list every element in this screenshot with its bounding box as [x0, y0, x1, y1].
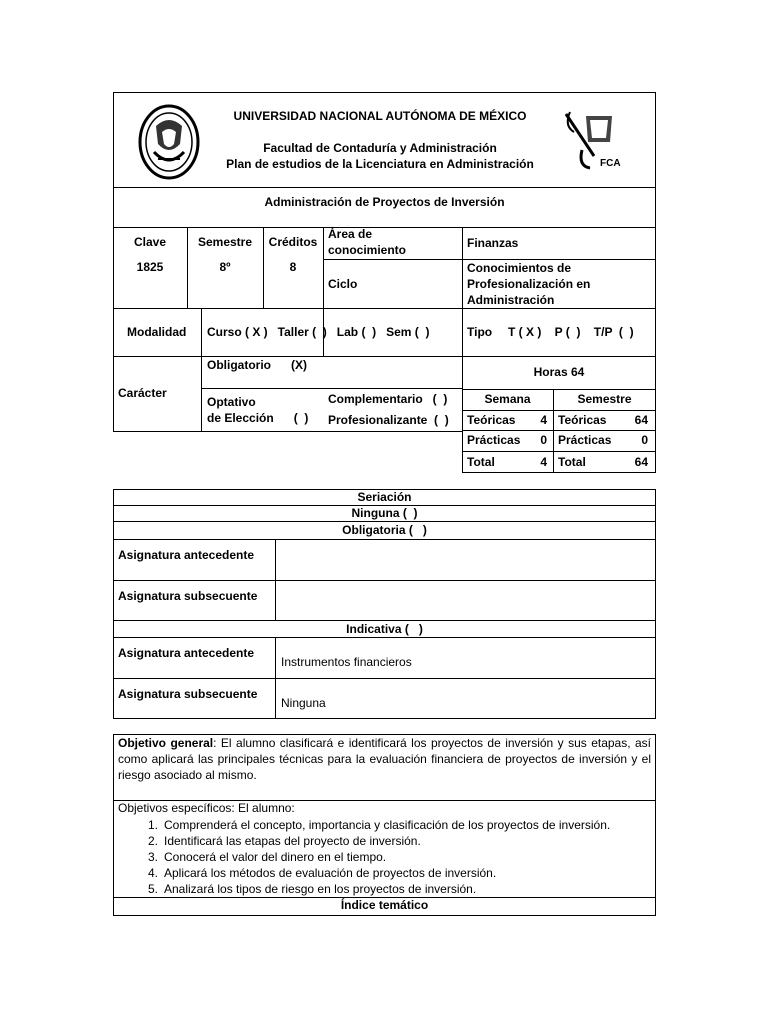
objetivos-especificos-intro: Objetivos específicos: El alumno: [118, 801, 295, 815]
modalidad-label: Modalidad [127, 325, 187, 339]
ind-antecedente-label: Asignatura antecedente [118, 646, 255, 660]
ind-subsecuente-label: Asignatura subsecuente [118, 687, 258, 701]
ind-subsecuente-value: Ninguna [281, 696, 326, 710]
area-value: Finanzas [467, 236, 519, 250]
seriacion-indicativa: Indicativa ( ) [346, 622, 423, 636]
list-item: 1. Comprenderá el concepto, importancia y clasificación de los proyectos de inversión. [147, 818, 611, 832]
semana-teoricas-value: 4 [540, 413, 547, 427]
obl-antecedente-label: Asignatura antecedente [118, 548, 255, 562]
ciclo-value: Conocimientos de Profesionalización en Administración [467, 261, 591, 307]
fca-logo-text: FCA [600, 158, 621, 169]
objetivo-general-label: Objetivo general [118, 736, 214, 750]
objetivo-especifico-4: Aplicará los métodos de evaluación de proyectos de inversión. [164, 866, 497, 880]
objetivo-especifico-5: Analizará los tipos de riesgo en los proyectos de inversión. [164, 882, 477, 896]
ind-antecedente-value: Instrumentos financieros [281, 655, 412, 669]
obligatorio-option: Obligatorio (X) [207, 358, 307, 372]
semana-total-value: 4 [540, 455, 547, 469]
optativo-option-line2: de Elección ( ) [207, 411, 309, 425]
university-name: UNIVERSIDAD NACIONAL AUTÓNOMA DE MÉXICO [233, 109, 527, 123]
clave-label: Clave [133, 235, 167, 249]
list-item: 4. Aplicará los métodos de evaluación de proyectos de inversión. [147, 866, 497, 880]
semestre-teoricas-label: Teóricas [558, 413, 607, 427]
course-title: Administración de Proyectos de Inversión [264, 195, 505, 209]
obl-subsecuente-label: Asignatura subsecuente [118, 589, 258, 603]
seriacion-title: Seriación [357, 490, 412, 504]
semestre-teoricas-value: 64 [634, 413, 648, 427]
clave-value: 1825 [136, 260, 164, 274]
objetivo-especifico-1: Comprenderá el concepto, importancia y clasificación de los proyectos de inversión. [164, 818, 611, 832]
semestre-total-value: 64 [634, 455, 648, 469]
fca-logo [560, 106, 622, 172]
ciclo-label: Ciclo [328, 277, 358, 291]
objetivo-general-text: : El alumno clasificará e identificará los proyectos de inversión y sus etapas, así como aplicará las principales técnicas para la evaluación financiera de proyectos de inversión y el riesgo asociado al mismo. [118, 736, 651, 782]
creditos-label: Créditos [268, 235, 318, 249]
tipo-value: T ( X ) P ( ) T/P ( ) [508, 325, 634, 339]
area-label: Área de conocimiento [328, 227, 407, 257]
seriacion-obligatoria: Obligatoria ( ) [342, 523, 427, 537]
semestre-practicas-value: 0 [641, 433, 648, 447]
creditos-value: 8 [289, 260, 297, 274]
semestre-col-header: Semestre [577, 392, 632, 406]
objetivos-especificos-list [118, 817, 651, 897]
semana-teoricas-label: Teóricas [467, 413, 516, 427]
semana-practicas-value: 0 [540, 433, 547, 447]
faculty-name: Facultad de Contaduría y Administración [263, 141, 497, 155]
complementario-option: Complementario ( ) [328, 392, 448, 406]
unam-seal-logo [138, 104, 200, 180]
objetivo-general [118, 735, 651, 783]
horas-total: Horas 64 [533, 365, 585, 379]
study-plan: Plan de estudios de la Licenciatura en Administración [226, 157, 534, 171]
semana-total-label: Total [467, 455, 495, 469]
semestre-value: 8º [219, 260, 231, 274]
optativo-option-line1: Optativo [207, 395, 256, 409]
objetivo-especifico-3: Conocerá el valor del dinero en el tiempo. [164, 850, 387, 864]
profesionalizante-option: Profesionalizante ( ) [328, 413, 449, 427]
seriacion-ninguna: Ninguna ( ) [351, 506, 418, 520]
indice-tematico-heading: Índice temático [340, 898, 429, 912]
semestre-practicas-label: Prácticas [558, 433, 612, 447]
caracter-label: Carácter [118, 386, 167, 400]
semana-header: Semana [484, 392, 531, 406]
semestre-total-label: Total [558, 455, 586, 469]
objetivo-especifico-2: Identificará las etapas del proyecto de inversión. [164, 834, 421, 848]
semana-practicas-label: Prácticas [467, 433, 521, 447]
tipo-label: Tipo [467, 325, 493, 339]
semestre-label: Semestre [197, 235, 253, 249]
list-item: 2. Identificará las etapas del proyecto de inversión. [147, 834, 421, 848]
list-item: 5. Analizará los tipos de riesgo en los proyectos de inversión. [147, 882, 477, 896]
modalidad-value: Curso ( X ) Taller ( ) Lab ( ) Sem ( ) [207, 325, 430, 339]
list-item: 3. Conocerá el valor del dinero en el tiempo. [147, 850, 387, 864]
